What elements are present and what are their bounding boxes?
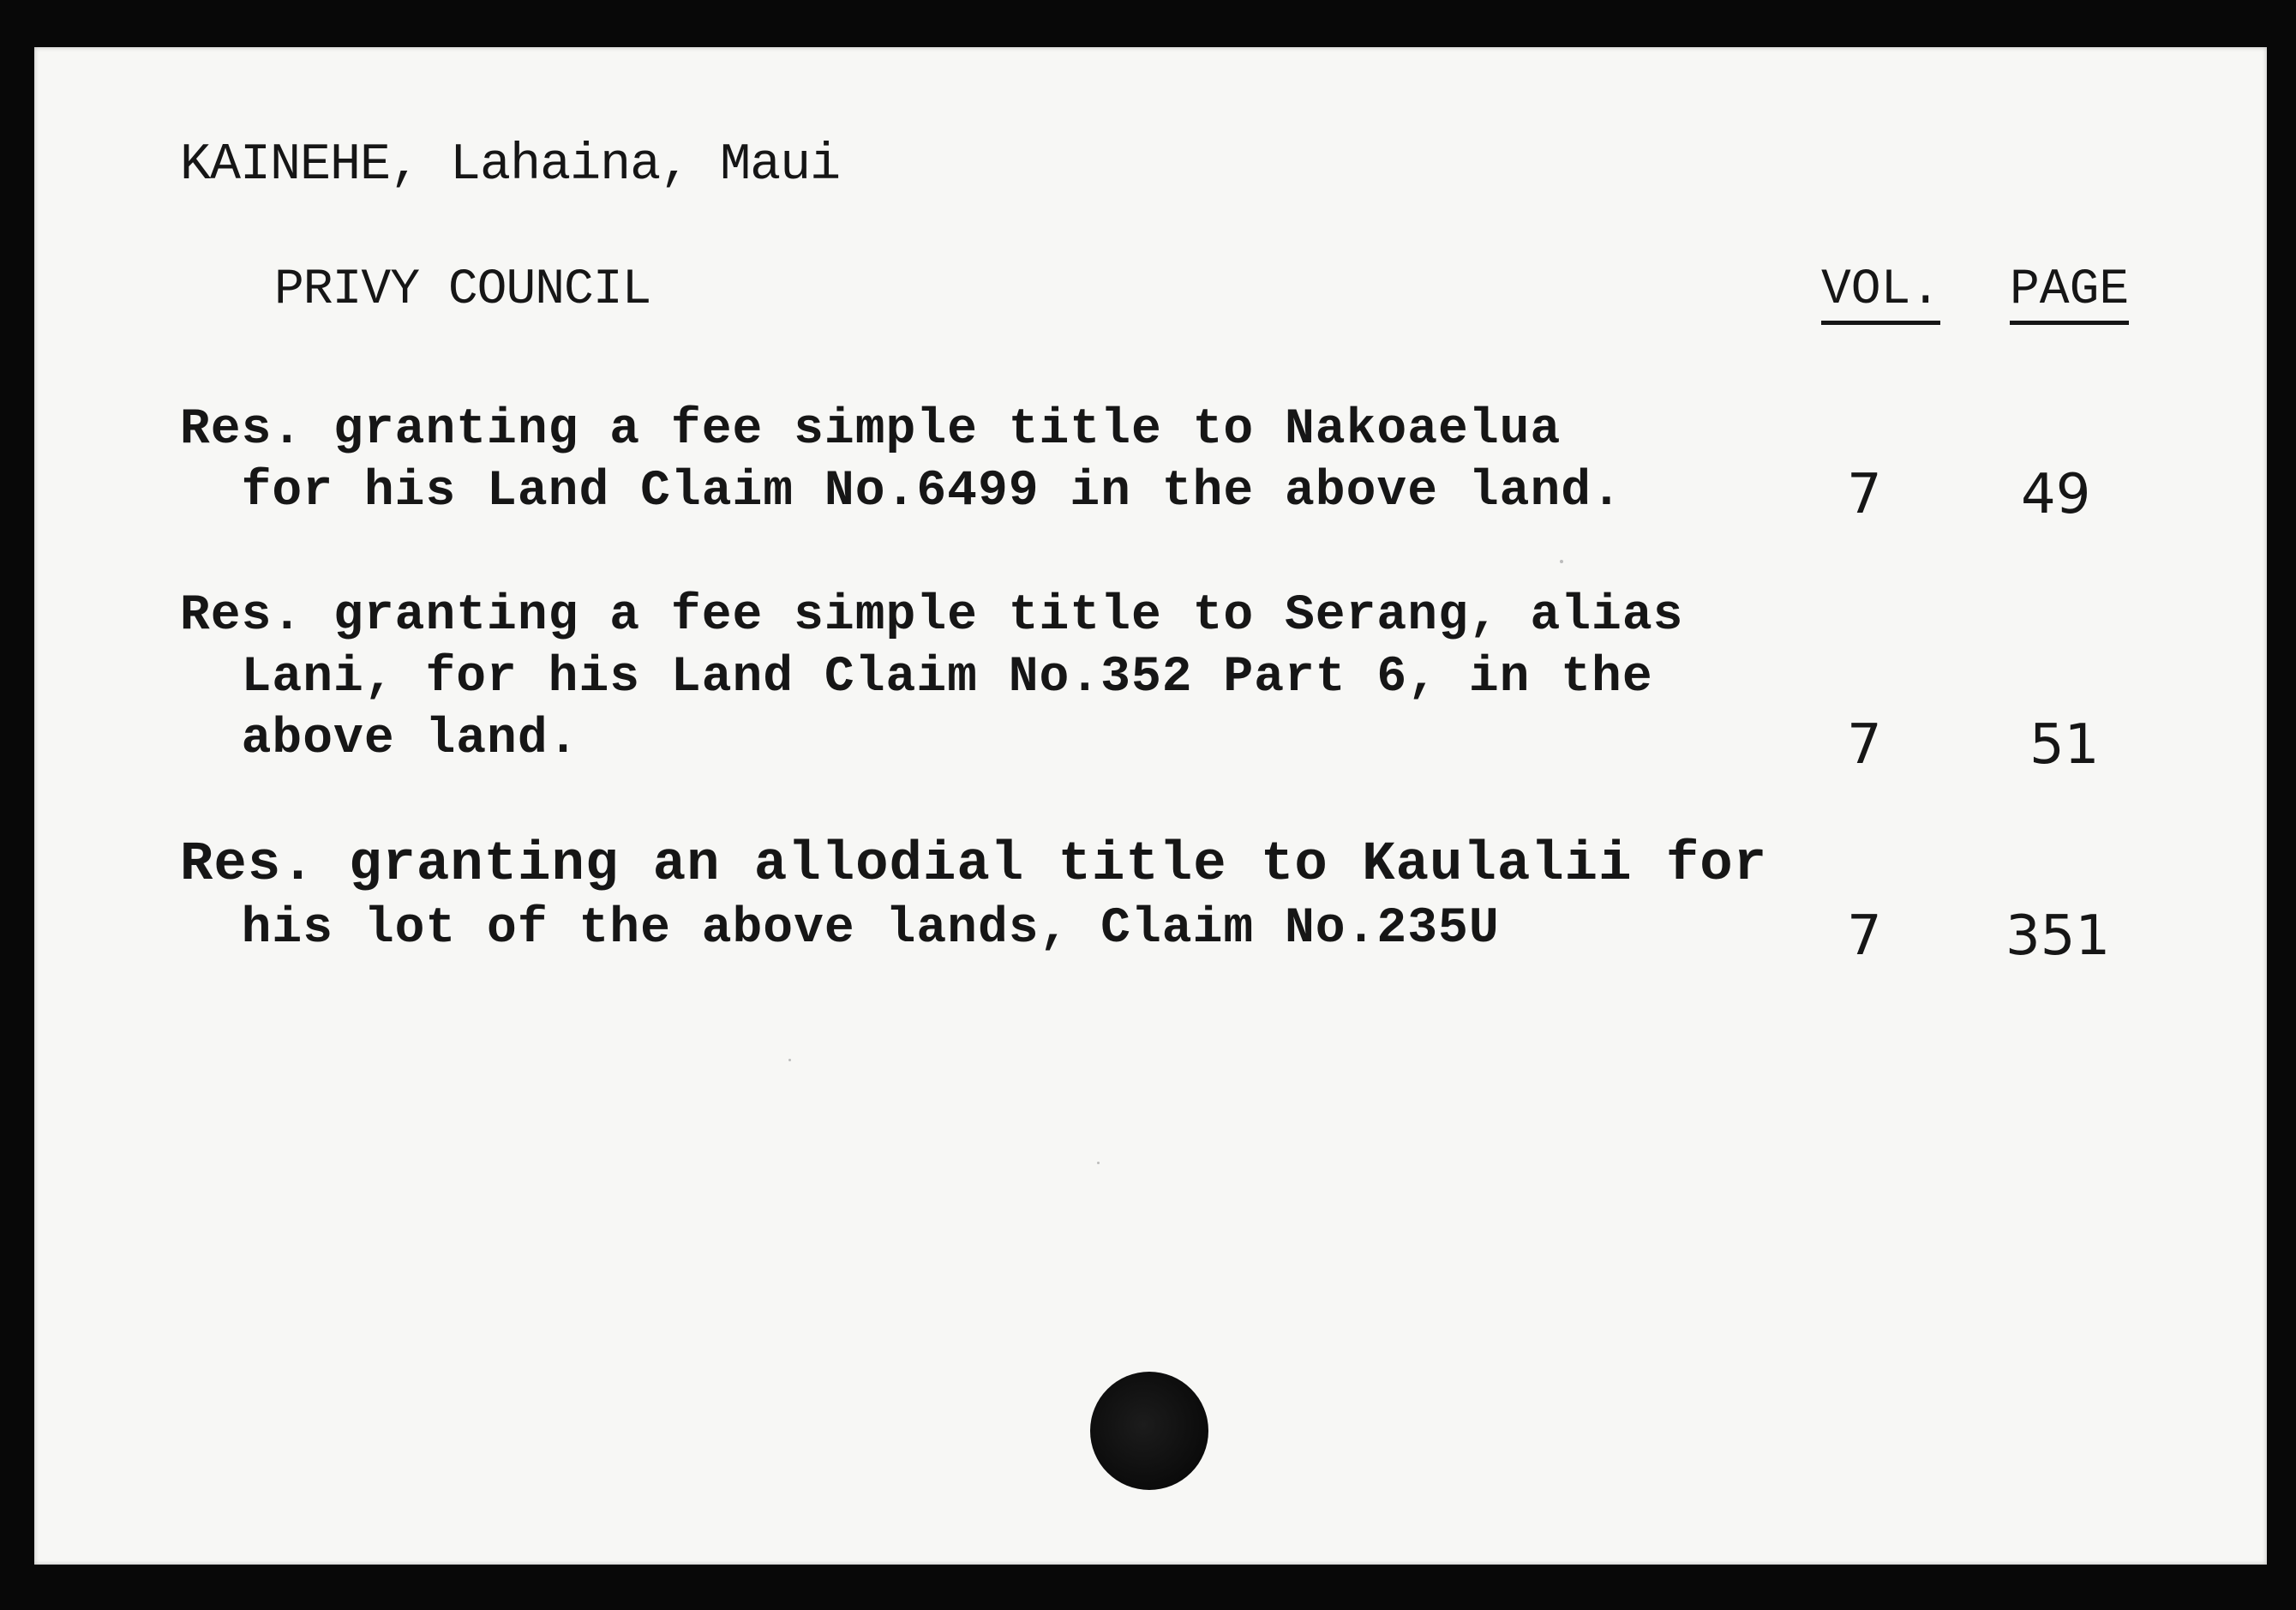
scan-speck xyxy=(1097,1162,1100,1164)
entry-3-vol: 7 xyxy=(1847,904,1882,968)
entry-2-page: 51 xyxy=(2029,713,2100,777)
entry-1-page: 49 xyxy=(2021,463,2091,526)
card-heading: KAINEHE, Lahaina, Maui xyxy=(180,136,841,195)
scan-speck xyxy=(788,1059,791,1061)
entry-3-page: 351 xyxy=(2005,904,2111,968)
entry-3-line-2: his lot of the above lands, Claim No.235U xyxy=(180,901,1500,957)
entry-1-vol: 7 xyxy=(1847,463,1882,526)
entry-2-vol: 7 xyxy=(1847,713,1882,777)
entry-1-line-1: Res. granting a fee simple title to Nakoaelua xyxy=(180,402,1562,458)
section-title: PRIVY COUNCIL xyxy=(274,262,651,318)
column-header-vol: VOL. xyxy=(1821,266,1940,325)
scan-speck xyxy=(1560,560,1563,563)
entry-1-line-2: for his Land Claim No.6499 in the above land. xyxy=(180,464,1622,520)
punch-hole xyxy=(1090,1372,1208,1490)
entry-2-line-1: Res. granting a fee simple title to Serang, alias xyxy=(180,588,1684,644)
entry-2-line-3: above land. xyxy=(180,712,579,767)
index-card xyxy=(34,47,2267,1565)
entry-2-line-2: Lani, for his Land Claim No.352 Part 6, in the xyxy=(180,650,1653,706)
column-header-page: PAGE xyxy=(2010,266,2129,325)
entry-3-line-1: Res. granting an allodial title to Kaulalii for xyxy=(180,834,1768,896)
